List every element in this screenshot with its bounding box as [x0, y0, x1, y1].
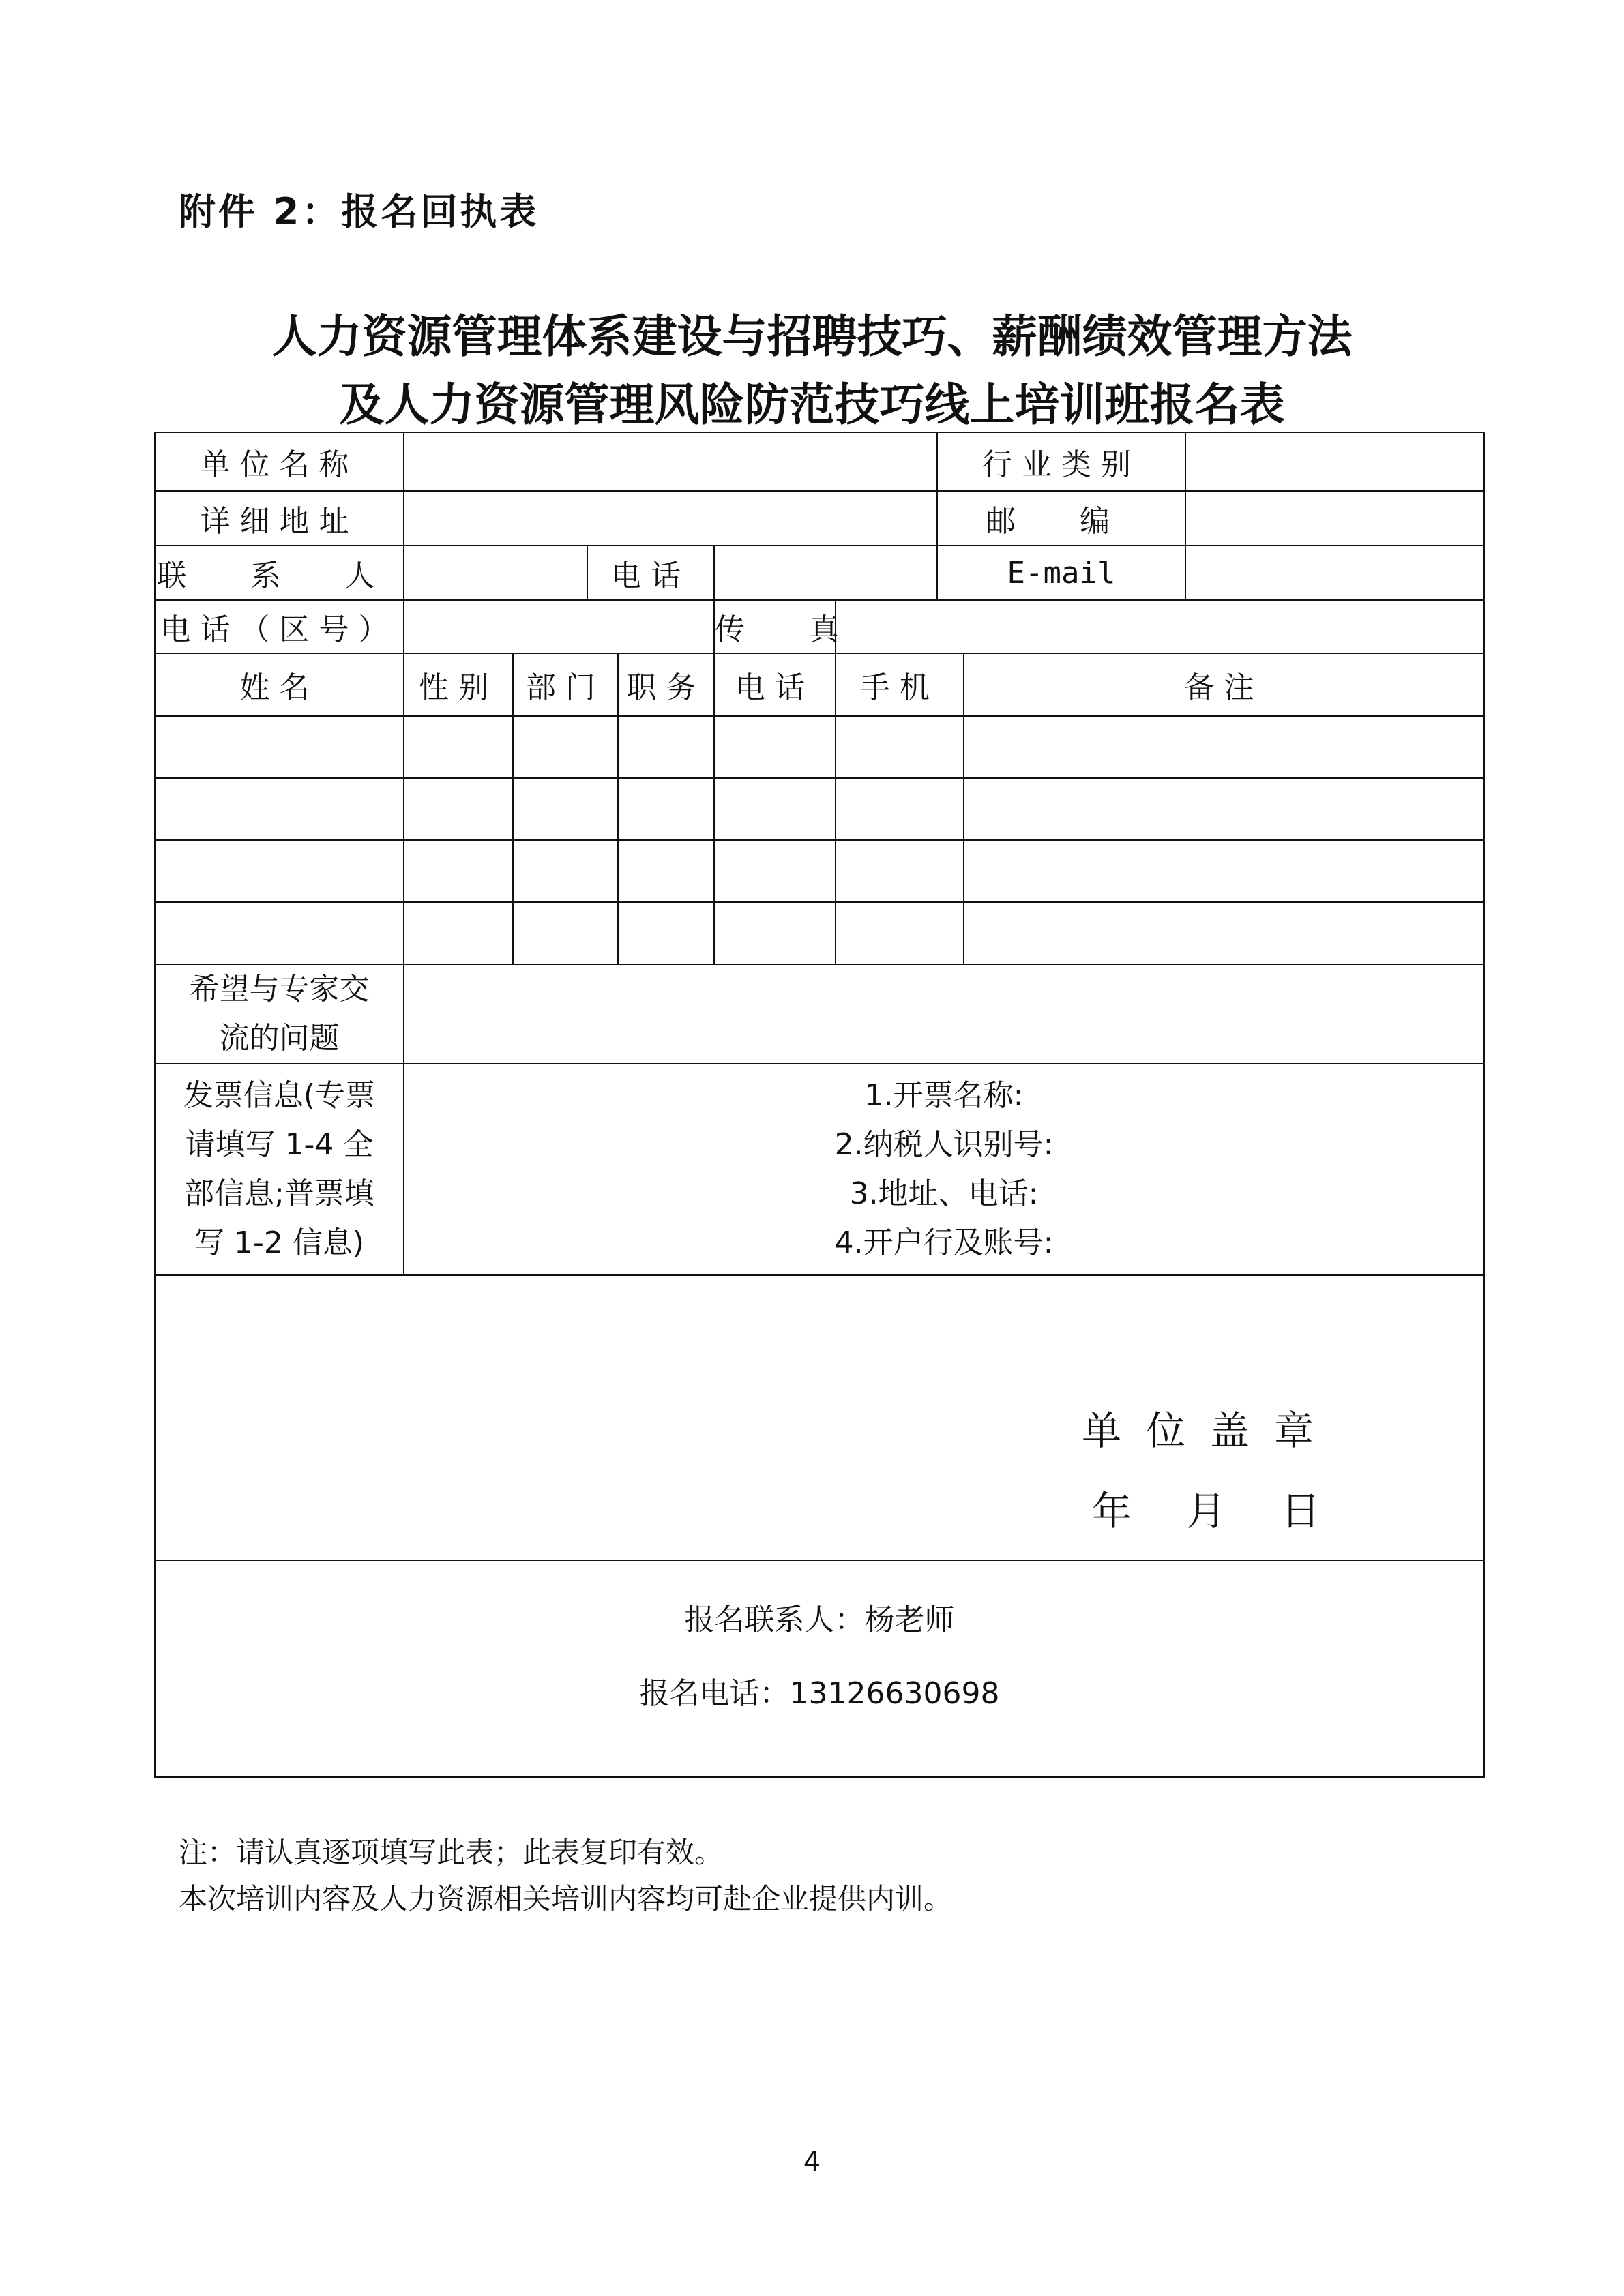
attendee-position-cell[interactable]: [618, 778, 714, 840]
row-stamp: [155, 1275, 1484, 1560]
attendee-phone-cell[interactable]: [714, 716, 836, 778]
stamp-area[interactable]: [155, 1275, 1484, 1560]
attendee-remarks-cell[interactable]: [964, 840, 1484, 902]
attendee-name-cell[interactable]: [155, 778, 404, 840]
column-header-gender: 性别: [404, 653, 513, 716]
attendee-remarks-cell[interactable]: [964, 716, 1484, 778]
column-header-position: 职务: [618, 653, 714, 716]
column-header-phone: 电话: [714, 653, 836, 716]
attendee-department-cell[interactable]: [513, 716, 618, 778]
attendee-row: [155, 902, 1484, 964]
attendee-name-cell[interactable]: [155, 840, 404, 902]
column-header-remarks: 备注: [964, 653, 1484, 716]
invoice-item-name: 1.开票名称:: [864, 1078, 1024, 1113]
contact-person-field[interactable]: [404, 546, 587, 600]
industry-label: 行业类别: [937, 432, 1185, 491]
expert-questions-label-line: 流的问题: [219, 1021, 340, 1056]
invoice-item-tax-id: 2.纳税人识别号:: [834, 1127, 1054, 1162]
attendee-mobile-cell[interactable]: [836, 902, 964, 964]
attendee-department-cell[interactable]: [513, 778, 618, 840]
column-header-department: 部门: [513, 653, 618, 716]
stamp-date: [1092, 1479, 1363, 1536]
contact-phone-label: 电话: [587, 546, 714, 600]
postcode-field[interactable]: [1185, 491, 1484, 546]
attendee-gender-cell[interactable]: [404, 902, 513, 964]
address-label: 详细地址: [155, 491, 404, 546]
registration-phone: 报名电话：13126630698: [639, 1676, 1000, 1711]
attendee-row: [155, 778, 1484, 840]
registration-form-table: [154, 432, 1485, 1778]
attendee-mobile-cell[interactable]: [836, 716, 964, 778]
email-field[interactable]: [1185, 546, 1484, 600]
industry-field[interactable]: [1185, 432, 1484, 491]
attendee-mobile-cell[interactable]: [836, 778, 964, 840]
row-phone-fax: [155, 600, 1484, 653]
email-label: E-mail: [937, 546, 1185, 600]
phone-area-field[interactable]: [404, 600, 714, 653]
attendee-header-row: [155, 653, 1484, 716]
stamp-year: 年: [1092, 1488, 1132, 1534]
row-contact: [155, 546, 1484, 600]
invoice-label-line: 写 1-2 信息): [194, 1225, 364, 1260]
row-address: [155, 491, 1484, 546]
expert-questions-label: [155, 964, 404, 1064]
row-expert-questions: [155, 964, 1484, 1064]
row-registration-contact: [155, 1560, 1484, 1777]
row-invoice: [155, 1064, 1484, 1275]
attendee-gender-cell[interactable]: [404, 840, 513, 902]
invoice-label-line: 部信息;普票填: [184, 1176, 374, 1211]
stamp-day: 日: [1280, 1488, 1320, 1534]
invoice-item-bank-account: 4.开户行及账号:: [834, 1225, 1054, 1260]
attendee-department-cell[interactable]: [513, 840, 618, 902]
attendee-remarks-cell[interactable]: [964, 902, 1484, 964]
registration-contact-cell: [155, 1560, 1484, 1777]
attendee-phone-cell[interactable]: [714, 902, 836, 964]
attendee-phone-cell[interactable]: [714, 840, 836, 902]
row-unit-name: [155, 432, 1484, 491]
notes: [179, 1830, 952, 1922]
attendee-position-cell[interactable]: [618, 716, 714, 778]
note-line-2: 本次培训内容及人力资源相关培训内容均可赴企业提供内训。: [179, 1882, 953, 1915]
expert-questions-label-line: 希望与专家交: [189, 972, 370, 1007]
contact-person-label: 联 系 人: [155, 546, 404, 600]
column-header-name: 姓名: [155, 653, 404, 716]
form-title-line-2: 及人力资源管理风险防范技巧线上培训班报名表: [339, 378, 1285, 431]
expert-questions-field[interactable]: [404, 964, 1484, 1064]
attendee-name-cell[interactable]: [155, 902, 404, 964]
page-number: 4: [803, 2147, 821, 2178]
attendee-gender-cell[interactable]: [404, 778, 513, 840]
attendee-department-cell[interactable]: [513, 902, 618, 964]
attachment-label: 附件 2：报名回执表: [179, 190, 540, 233]
invoice-details-field[interactable]: [404, 1064, 1484, 1275]
attendee-mobile-cell[interactable]: [836, 840, 964, 902]
invoice-label-line: 请填写 1-4 全: [185, 1127, 374, 1162]
attendee-name-cell[interactable]: [155, 716, 404, 778]
contact-phone-field[interactable]: [714, 546, 937, 600]
attendee-position-cell[interactable]: [618, 840, 714, 902]
postcode-label: 邮 编: [937, 491, 1185, 546]
form-title-line-1: 人力资源管理体系建设与招聘技巧、薪酬绩效管理方法: [271, 310, 1353, 363]
attendee-row: [155, 840, 1484, 902]
attendee-gender-cell[interactable]: [404, 716, 513, 778]
phone-area-label: 电话（区号）: [155, 600, 404, 653]
invoice-label: [155, 1064, 404, 1275]
note-line-1: 注：请认真逐项填写此表；此表复印有效。: [179, 1836, 724, 1869]
attendee-row: [155, 716, 1484, 778]
unit-name-label: 单位名称: [155, 432, 404, 491]
attendee-remarks-cell[interactable]: [964, 778, 1484, 840]
stamp-month: 月: [1186, 1488, 1226, 1534]
invoice-label-line: 发票信息(专票: [183, 1078, 376, 1113]
address-field[interactable]: [404, 491, 937, 546]
column-header-mobile: 手机: [836, 653, 964, 716]
attendee-phone-cell[interactable]: [714, 778, 836, 840]
unit-name-field[interactable]: [404, 432, 937, 491]
invoice-item-address-phone: 3.地址、电话:: [849, 1176, 1039, 1211]
unit-seal-label: 单位盖章: [1082, 1407, 1339, 1454]
attendee-position-cell[interactable]: [618, 902, 714, 964]
registration-contact-person: 报名联系人：杨老师: [684, 1602, 955, 1637]
fax-field[interactable]: [836, 600, 1484, 653]
fax-label: 传 真: [714, 600, 836, 653]
